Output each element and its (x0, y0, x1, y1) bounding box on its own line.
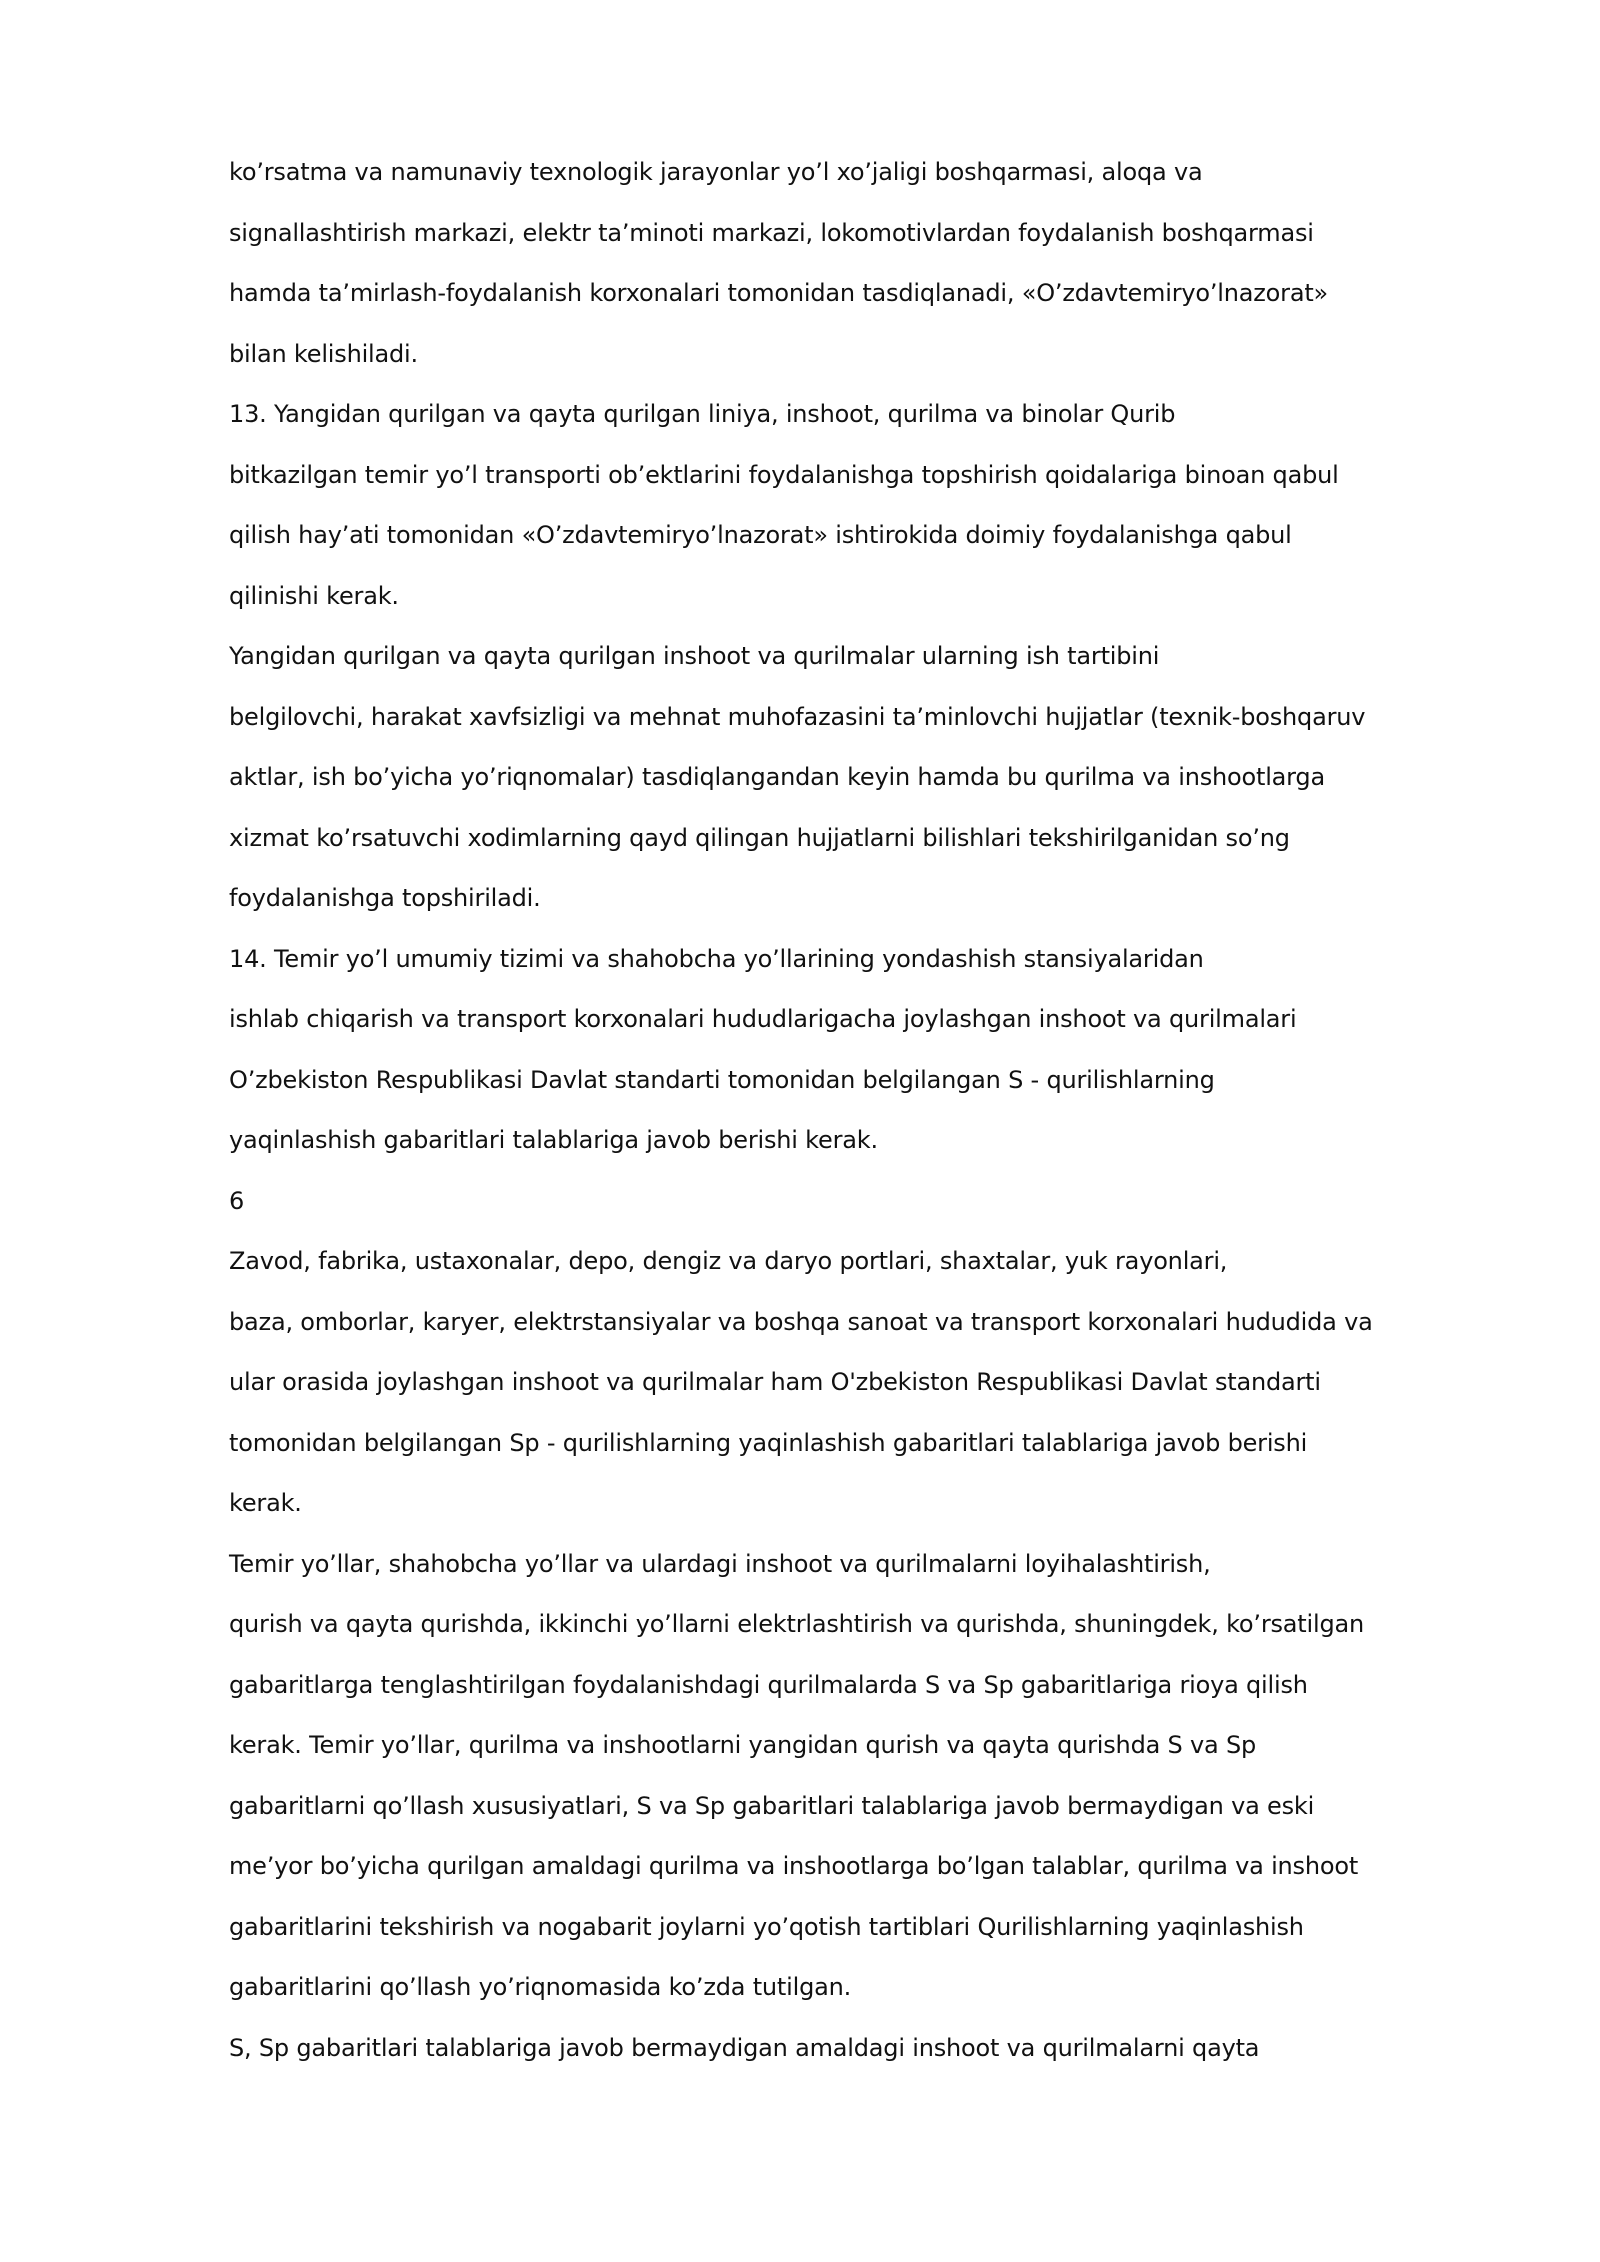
text-line: ular orasida joylashgan inshoot va qurilmalar ham O'zbekiston Respublikasi Davlat standarti (229, 1368, 1321, 1396)
text-line: S, Sp gabaritlari talablariga javob bermaydigan amaldagi inshoot va qurilmalarni qayta (229, 2033, 1260, 2062)
page-number: 6 (229, 1186, 245, 1215)
text-line: hamda ta’mirlash-foydalanish korxonalari tomonidan tasdiqlanadi, «O’zdavtemiryo’lnazorat» (229, 279, 1329, 307)
text-line: qilinishi kerak. (229, 581, 399, 610)
text-line: 13. Yangidan qurilgan va qayta qurilgan liniya, inshoot, qurilma va binolar Qurib (229, 400, 1176, 428)
text-line: Yangidan qurilgan va qayta qurilgan inshoot va qurilmalar ularning ish tartibini (229, 642, 1160, 670)
text-line: qurish va qayta qurishda, ikkinchi yo’llarni elektrlashtirish va qurishda, shuningdek, ko’rsatilgan (229, 1610, 1365, 1638)
text-line: kerak. Temir yo’llar, qurilma va inshootlarni yangidan qurish va qayta qurishda S va Sp (229, 1731, 1257, 1759)
text-line: O’zbekiston Respublikasi Davlat standarti tomonidan belgilangan S - qurilishlarning (229, 1065, 1215, 1094)
document-text (229, 142, 1429, 2078)
text-line: bitkazilgan temir yo’l transporti ob’ektlarini foydalanishga topshirish qoidalariga binoan qabul (229, 460, 1339, 489)
text-line: gabaritlarga tenglashtirilgan foydalanishdagi qurilmalarda S va Sp gabaritlariga rioya qilish (229, 1670, 1308, 1699)
text-line: gabaritlarni qo’llash xususiyatlari, S va Sp gabaritlari talablariga javob bermaydigan va eski (229, 1791, 1315, 1820)
text-line: aktlar, ish bo’yicha yo’riqnomalar) tasdiqlangandan keyin hamda bu qurilma va inshootlarga (229, 763, 1325, 791)
text-line: baza, omborlar, karyer, elektrstansiyalar va boshqa sanoat va transport korxonalari hududida va (229, 1307, 1373, 1336)
text-line: ishlab chiqarish va transport korxonalari hududlarigacha joylashgan inshoot va qurilmalari (229, 1005, 1297, 1033)
text-line: me’yor bo’yicha qurilgan amaldagi qurilma va inshootlarga bo’lgan talablar, qurilma va inshoot (229, 1852, 1359, 1880)
text-line: qilish hay’ati tomonidan «O’zdavtemiryo’lnazorat» ishtirokida doimiy foydalanishga qabul (229, 521, 1292, 549)
text-line: ko’rsatma va namunaviy texnologik jarayonlar yo’l xo’jaligi boshqarmasi, aloqa va (229, 158, 1203, 186)
text-line: bilan kelishiladi. (229, 339, 418, 368)
text-line: gabaritlarini tekshirish va nogabarit joylarni yo’qotish tartiblari Qurilishlarning yaqinlashish (229, 1912, 1304, 1941)
text-line: 14. Temir yo’l umumiy tizimi va shahobcha yo’llarining yondashish stansiyalaridan (229, 944, 1204, 973)
text-line: kerak. (229, 1489, 302, 1517)
text-line: yaqinlashish gabaritlari talablariga javob berishi kerak. (229, 1126, 878, 1154)
text-line: signallashtirish markazi, elektr ta’minoti markazi, lokomotivlardan foydalanish boshqarmasi (229, 218, 1314, 247)
text-line: tomonidan belgilangan Sp - qurilishlarning yaqinlashish gabaritlari talablariga javob berishi (229, 1428, 1308, 1457)
text-line: foydalanishga topshiriladi. (229, 884, 541, 912)
text-line: Temir yo’llar, shahobcha yo’llar va ulardagi inshoot va qurilmalarni loyihalashtirish, (229, 1549, 1211, 1578)
text-line: belgilovchi, harakat xavfsizligi va mehnat muhofazasini ta’minlovchi hujjatlar (texnik-boshqaruv (229, 702, 1366, 731)
text-line: xizmat ko’rsatuvchi xodimlarning qayd qilingan hujjatlarni bilishlari tekshirilganidan so’ng (229, 823, 1290, 852)
text-line: Zavod, fabrika, ustaxonalar, depo, dengiz va daryo portlari, shaxtalar, yuk rayonlari, (229, 1247, 1228, 1275)
text-line: gabaritlarini qo’llash yo’riqnomasida ko’zda tutilgan. (229, 1973, 852, 2001)
